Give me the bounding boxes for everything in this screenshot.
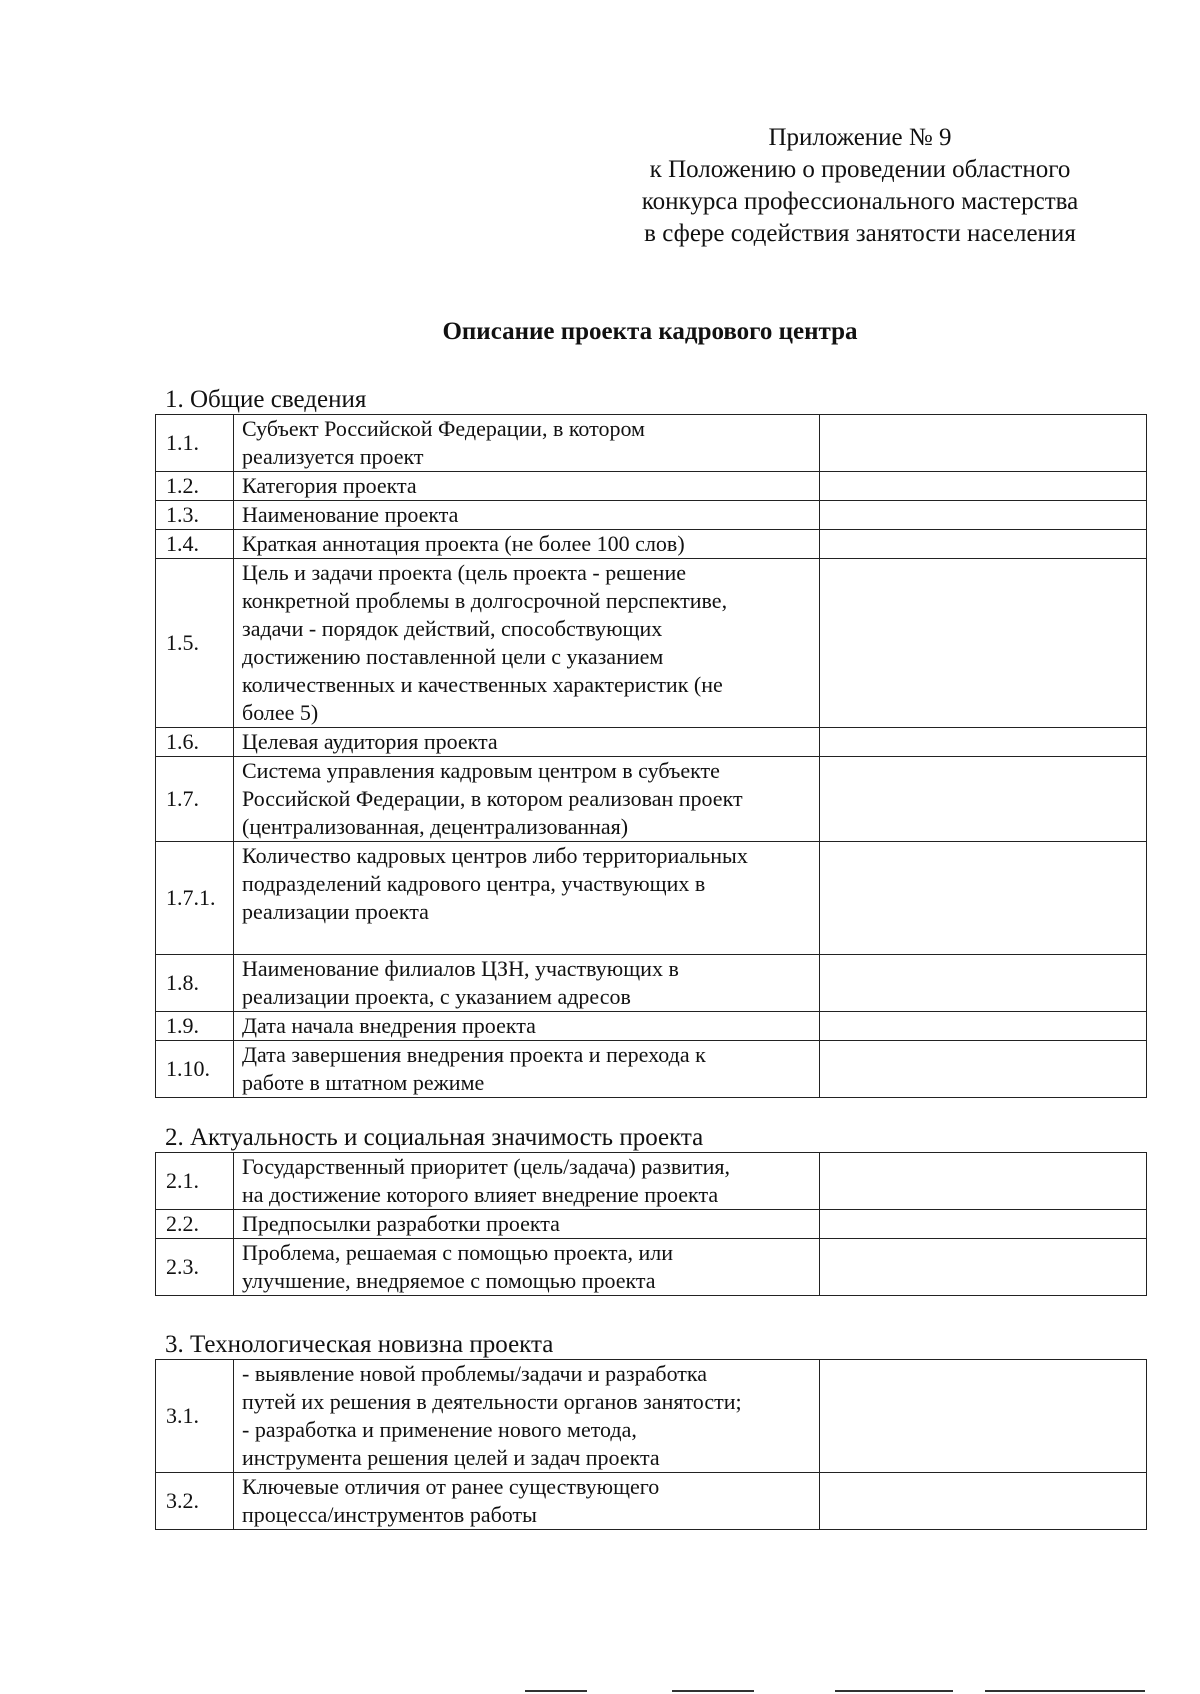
row-description <box>234 1012 820 1041</box>
answer-cell[interactable] <box>820 501 1147 530</box>
description-line: улучшение, внедряемое с помощью проекта <box>242 1268 656 1293</box>
row-number: 3.2. <box>156 1473 234 1530</box>
description-line: работе в штатном режиме <box>242 1070 485 1095</box>
appendix-reference-line: в сфере содействия занятости населения <box>644 220 1076 247</box>
table-row <box>156 955 1147 1012</box>
section-table-novelty <box>155 1359 1147 1530</box>
row-number: 1.1. <box>156 415 234 472</box>
table-row <box>156 1473 1147 1530</box>
description-line: Ключевые отличия от ранее существующего <box>242 1474 660 1499</box>
description-line: Наименование проекта <box>242 502 459 527</box>
row-description <box>234 1210 820 1239</box>
table-row <box>156 501 1147 530</box>
description-line: количественных и качественных характеристик (не <box>242 672 723 697</box>
appendix-header <box>600 122 1120 250</box>
row-description <box>234 530 820 559</box>
row-description <box>234 472 820 501</box>
description-line: достижению поставленной цели с указанием <box>242 644 664 669</box>
description-line: Субъект Российской Федерации, в котором <box>242 416 645 441</box>
description-line: Дата завершения внедрения проекта и перехода к <box>242 1042 706 1067</box>
table-row <box>156 1239 1147 1296</box>
table-row <box>156 842 1147 955</box>
answer-cell[interactable] <box>820 559 1147 728</box>
row-description <box>234 728 820 757</box>
row-description <box>234 1041 820 1098</box>
answer-cell[interactable] <box>820 1012 1147 1041</box>
answer-cell[interactable] <box>820 955 1147 1012</box>
description-line: Категория проекта <box>242 473 417 498</box>
footer-divider <box>985 1690 1145 1692</box>
table-row <box>156 1153 1147 1210</box>
answer-cell[interactable] <box>820 1239 1147 1296</box>
description-line: процесса/инструментов работы <box>242 1502 537 1527</box>
section-title-relevance: 2. Актуальность и социальная значимость проекта <box>165 1124 704 1151</box>
row-number: 1.2. <box>156 472 234 501</box>
row-description <box>234 1473 820 1530</box>
table-row <box>156 757 1147 842</box>
table-row <box>156 472 1147 501</box>
row-description <box>234 559 820 728</box>
description-line: Российской Федерации, в котором реализован проект <box>242 786 743 811</box>
row-number: 1.3. <box>156 501 234 530</box>
row-number: 2.1. <box>156 1153 234 1210</box>
table-row <box>156 530 1147 559</box>
appendix-number: Приложение № 9 <box>768 124 952 151</box>
section-title-novelty: 3. Технологическая новизна проекта <box>165 1331 554 1358</box>
appendix-reference-line: конкурса профессионального мастерства <box>641 188 1079 215</box>
description-line: подразделений кадрового центра, участвующих в <box>242 871 706 896</box>
row-description <box>234 1153 820 1210</box>
footer-divider <box>672 1690 754 1692</box>
answer-cell[interactable] <box>820 842 1147 955</box>
row-number: 1.5. <box>156 559 234 728</box>
appendix-reference-line: к Положению о проведении областного <box>649 156 1071 183</box>
row-number: 1.10. <box>156 1041 234 1098</box>
answer-cell[interactable] <box>820 728 1147 757</box>
description-line: реализации проекта, с указанием адресов <box>242 984 631 1009</box>
answer-cell[interactable] <box>820 1041 1147 1098</box>
row-description <box>234 757 820 842</box>
table-row <box>156 1210 1147 1239</box>
description-line: задачи - порядок действий, способствующих <box>242 616 663 641</box>
description-line: Дата начала внедрения проекта <box>242 1013 536 1038</box>
answer-cell[interactable] <box>820 472 1147 501</box>
description-line <box>242 926 811 954</box>
document-title: Описание проекта кадрового центра <box>442 318 858 345</box>
row-description <box>234 501 820 530</box>
row-description <box>234 415 820 472</box>
footer-divider <box>835 1690 953 1692</box>
description-line: инструмента решения целей и задач проекта <box>242 1445 660 1470</box>
section-table-relevance <box>155 1152 1147 1296</box>
description-line: Предпосылки разработки проекта <box>242 1211 560 1236</box>
description-line: (централизованная, децентрализованная) <box>242 814 629 839</box>
row-number: 2.2. <box>156 1210 234 1239</box>
description-line: более 5) <box>242 700 319 725</box>
table-row <box>156 559 1147 728</box>
row-description <box>234 1360 820 1473</box>
answer-cell[interactable] <box>820 1153 1147 1210</box>
description-line: Государственный приоритет (цель/задача) развития, <box>242 1154 730 1179</box>
description-line: Цель и задачи проекта (цель проекта - решение <box>242 560 686 585</box>
description-line: Количество кадровых центров либо территориальных <box>242 843 748 868</box>
row-number: 1.4. <box>156 530 234 559</box>
table-row <box>156 415 1147 472</box>
description-line: Система управления кадровым центром в субъекте <box>242 758 720 783</box>
description-line: путей их решения в деятельности органов занятости; <box>242 1389 742 1414</box>
answer-cell[interactable] <box>820 757 1147 842</box>
row-number: 1.9. <box>156 1012 234 1041</box>
description-line: конкретной проблемы в долгосрочной перспективе, <box>242 588 728 613</box>
description-line: реализуется проект <box>242 444 424 469</box>
answer-cell[interactable] <box>820 415 1147 472</box>
description-line: Проблема, решаемая с помощью проекта, или <box>242 1240 674 1265</box>
row-description <box>234 955 820 1012</box>
description-line: Наименование филиалов ЦЗН, участвующих в <box>242 956 679 981</box>
row-number: 1.6. <box>156 728 234 757</box>
description-line: на достижение которого влияет внедрение проекта <box>242 1182 719 1207</box>
answer-cell[interactable] <box>820 1210 1147 1239</box>
table-row <box>156 1012 1147 1041</box>
row-number: 1.7. <box>156 757 234 842</box>
answer-cell[interactable] <box>820 1360 1147 1473</box>
section-title-general: 1. Общие сведения <box>165 386 367 413</box>
description-line: Целевая аудитория проекта <box>242 729 498 754</box>
row-description <box>234 1239 820 1296</box>
description-line: - разработка и применение нового метода, <box>242 1417 637 1442</box>
table-row <box>156 1360 1147 1473</box>
description-line: - выявление новой проблемы/задачи и разработка <box>242 1361 708 1386</box>
answer-cell[interactable] <box>820 1473 1147 1530</box>
row-number: 2.3. <box>156 1239 234 1296</box>
section-table-general <box>155 414 1147 1098</box>
footer-divider <box>525 1690 587 1692</box>
row-number: 3.1. <box>156 1360 234 1473</box>
table-row <box>156 1041 1147 1098</box>
description-line: Краткая аннотация проекта (не более 100 слов) <box>242 531 685 556</box>
description-line: реализации проекта <box>242 899 429 924</box>
row-number: 1.7.1. <box>156 842 234 955</box>
row-number: 1.8. <box>156 955 234 1012</box>
answer-cell[interactable] <box>820 530 1147 559</box>
row-description <box>234 842 820 955</box>
table-row <box>156 728 1147 757</box>
